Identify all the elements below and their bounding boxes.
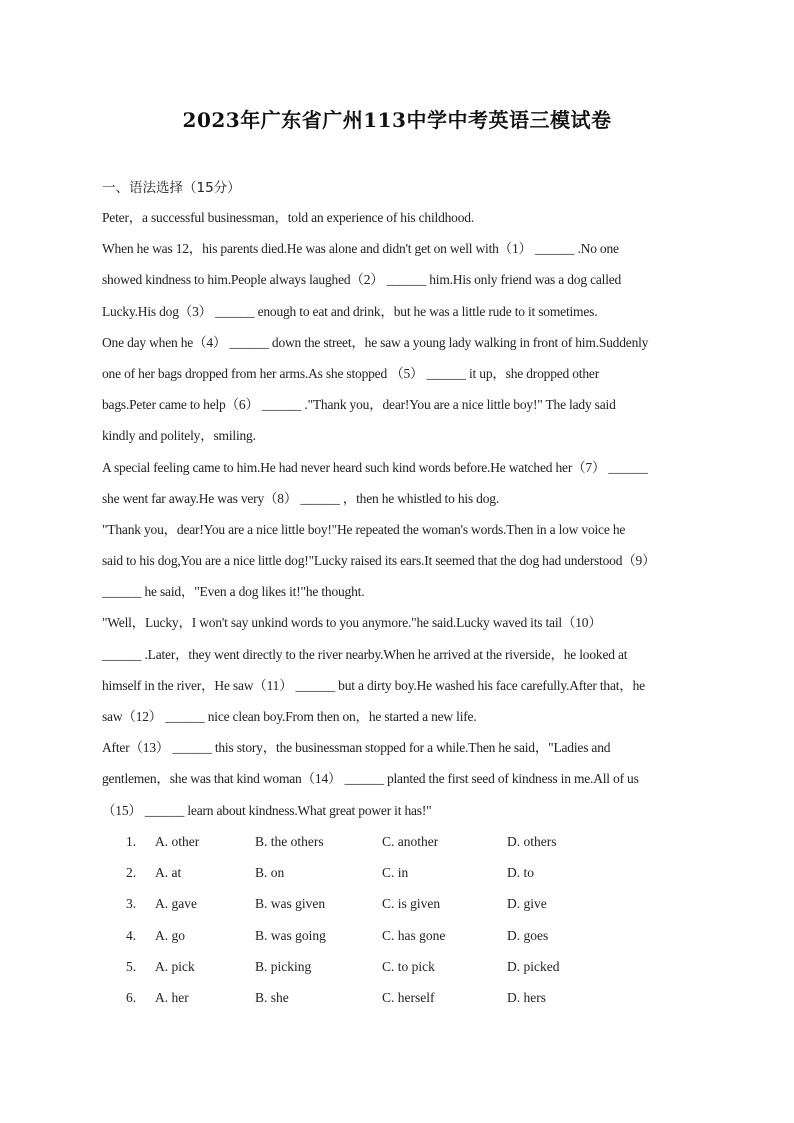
- option-a: A. at: [155, 865, 182, 881]
- section-heading: 一、语法选择（15分）: [102, 180, 241, 196]
- passage-line: （15） ______ learn about kindness.What great power it has!": [102, 802, 432, 818]
- passage-line: When he was 12，his parents died.He was alone and didn't get on well with（1） ______ .No one: [102, 241, 619, 257]
- option-c: C. to pick: [382, 958, 435, 974]
- option-d: D. others: [507, 834, 557, 849]
- option-a: A. pick: [155, 958, 195, 974]
- option-d: D. give: [507, 896, 547, 912]
- option-b: B. on: [255, 865, 285, 881]
- option-c: C. is given: [382, 896, 441, 912]
- option-a: A. other: [155, 834, 200, 849]
- question-number: 6.: [126, 989, 137, 1005]
- passage-line: gentlemen，she was that kind woman（14） ______ planted the first seed of kindness in me.All of us: [102, 771, 639, 787]
- passage-line: After（13） ______ this story，the businessman stopped for a while.Then he said，"Ladies and: [102, 740, 611, 756]
- passage-line: A special feeling came to him.He had never heard such kind words before.He watched her（7） ______: [102, 459, 648, 475]
- passage-line: himself in the river，He saw（11） ______ but a dirty boy.He washed his face carefully.After that，he: [102, 677, 645, 693]
- option-d: D. hers: [507, 989, 546, 1005]
- option-d: D. goes: [507, 927, 549, 943]
- option-a: A. gave: [155, 896, 197, 912]
- question-number: 5.: [126, 958, 137, 974]
- page-title: 2023年广东省广州113中学中考英语三模试卷: [182, 108, 612, 132]
- option-b: B. was going: [255, 927, 326, 943]
- passage-line: "Thank you，dear!You are a nice little boy!"He repeated the woman's words.Then in a low voice he: [102, 521, 626, 537]
- option-b: B. the others: [255, 834, 324, 849]
- question-number: 1.: [126, 834, 137, 849]
- passage-line: saw（12） ______ nice clean boy.From then on，he started a new life.: [102, 709, 477, 724]
- passage-line: Peter，a successful businessman，told an experience of his childhood.: [102, 210, 475, 225]
- passage-line: Lucky.His dog（3） ______ enough to eat and drink，but he was a little rude to it sometimes.: [102, 303, 598, 319]
- passage-line: showed kindness to him.People always laughed（2） ______ him.His only friend was a dog called: [102, 272, 622, 288]
- passage-line: she went far away.He was very（8） ______ ，then he whistled to his dog.: [102, 490, 499, 506]
- option-b: B. she: [255, 989, 289, 1005]
- option-c: C. has gone: [382, 927, 446, 943]
- question-options: [102, 826, 702, 1013]
- passage-line: ______ .Later，they went directly to the river nearby.When he arrived at the riverside，he looked at: [102, 646, 628, 662]
- passage-line: bags.Peter came to help（6） ______ ."Thank you，dear!You are a nice little boy!" The lady said: [102, 397, 616, 413]
- question-row: [102, 888, 702, 919]
- passage-line: One day when he（4） ______ down the street，he saw a young lady walking in front of him.Suddenly: [102, 334, 649, 350]
- passage-line: "Well，Lucky，I won't say unkind words to you anymore."he said.Lucky waved its tail（10）: [102, 615, 602, 631]
- option-c: C. another: [382, 834, 439, 849]
- option-c: C. herself: [382, 989, 435, 1005]
- question-row: [102, 857, 702, 888]
- question-row: [102, 951, 702, 982]
- passage-line: kindly and politely，smiling.: [102, 428, 256, 444]
- option-b: B. was given: [255, 896, 326, 912]
- question-row: [102, 826, 702, 857]
- option-d: D. picked: [507, 958, 560, 974]
- question-number: 3.: [126, 896, 137, 912]
- option-c: C. in: [382, 865, 409, 881]
- option-a: A. go: [155, 927, 185, 943]
- question-row: [102, 982, 702, 1013]
- option-d: D. to: [507, 865, 534, 881]
- passage-line: ______ he said，"Even a dog likes it!"he thought.: [102, 584, 365, 600]
- option-b: B. picking: [255, 958, 312, 974]
- question-number: 4.: [126, 927, 137, 943]
- question-row: [102, 920, 702, 951]
- passage: [102, 202, 702, 826]
- option-a: A. her: [155, 989, 189, 1005]
- passage-line: one of her bags dropped from her arms.As she stopped （5） ______ it up，she dropped other: [102, 365, 599, 381]
- passage-line: said to his dog,You are a nice little dog!"Lucky raised its ears.It seemed that the dog had understood（9）: [102, 553, 656, 569]
- question-number: 2.: [126, 865, 137, 881]
